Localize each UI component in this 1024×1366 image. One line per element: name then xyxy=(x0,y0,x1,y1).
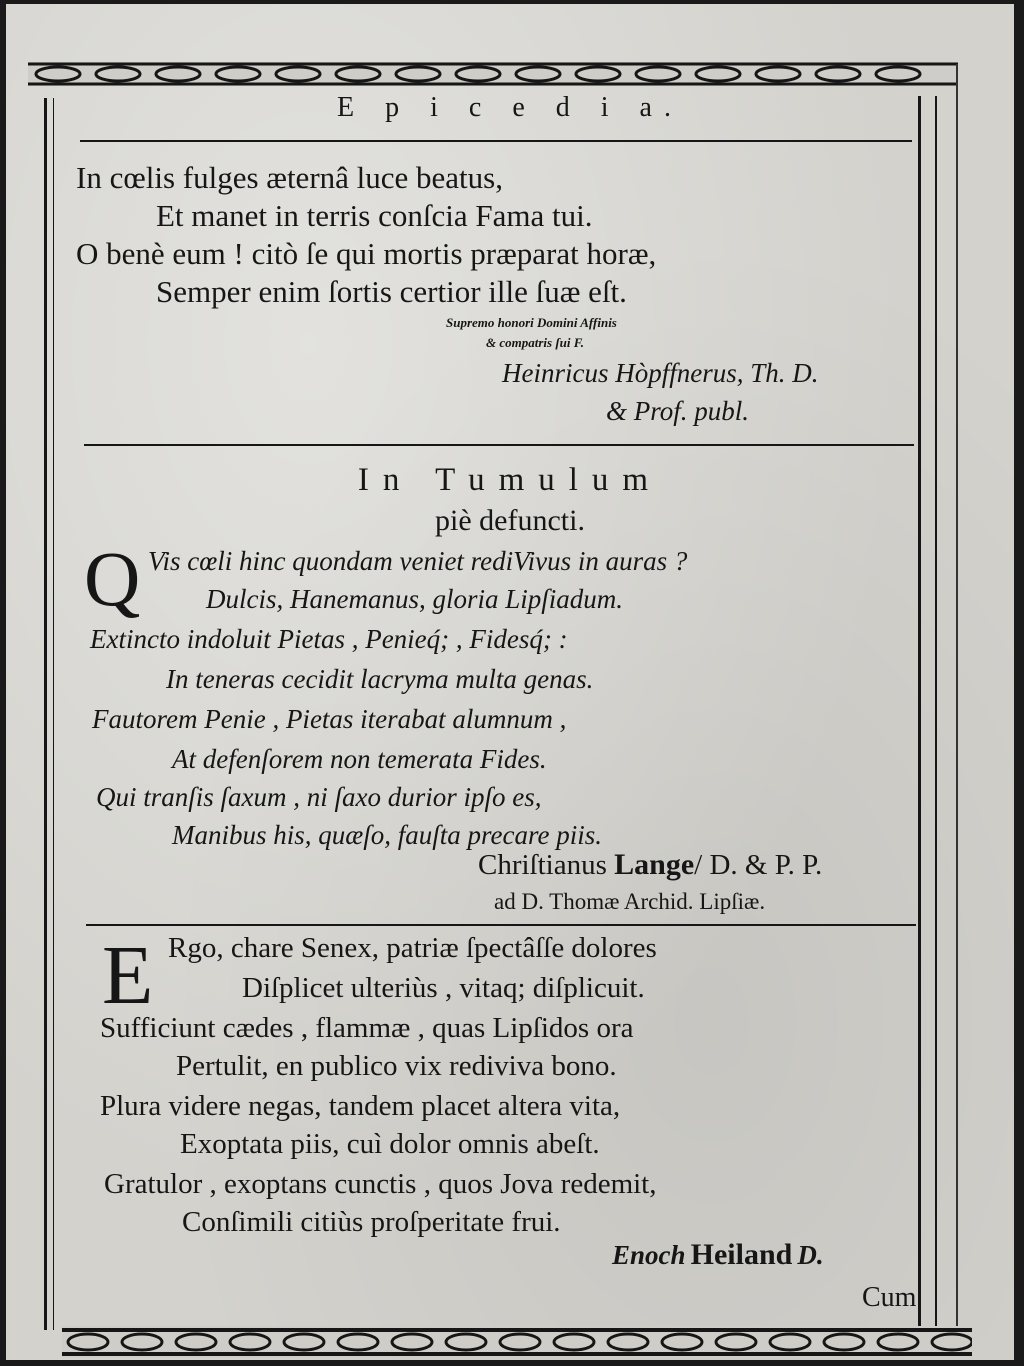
poem2-line-4: In teneras cecidit lacryma multa genas. xyxy=(166,664,594,694)
poem3-author-surname: Heiland xyxy=(690,1238,793,1271)
bottom-ornament-border xyxy=(62,1326,972,1358)
poem2-line-8: Manibus his, quæſo, fauſta precare piis. xyxy=(172,820,602,850)
poem3-author-suffix: D. xyxy=(797,1240,824,1270)
poem2-line-3: Extincto indoluit Pietas , Penieq́; , Fidesq́; : xyxy=(90,624,568,654)
right-frame-rule xyxy=(918,96,937,1336)
poem3-line-1: Rgo, chare Senex, patriæ ſpectâſſe dolores xyxy=(168,932,657,964)
poem3-drop-cap: E xyxy=(102,929,154,1022)
poem3-line-8: Conſimili citiùs proſperitate frui. xyxy=(182,1206,561,1238)
poem2-author: Chriſtianus Lange/ D. & P. P. xyxy=(478,848,823,881)
catchword: Cum xyxy=(862,1282,917,1313)
poem2-drop-cap: Q xyxy=(84,535,141,622)
poem1-dedication-1: Supremo honori Domini Affinis xyxy=(446,315,617,330)
poem3-line-6: Exoptata piis, cuì dolor omnis abeſt. xyxy=(180,1128,600,1160)
poem3-author xyxy=(612,1240,824,1270)
poem2-line-2: Dulcis, Hanemanus, gloria Lipſiadum. xyxy=(206,584,624,614)
poem2-line-6: At defenſorem non temerata Fides. xyxy=(172,744,547,774)
top-ornament-border xyxy=(28,60,958,88)
poem1-line-1: In cœlis fulges æternâ luce beatus, xyxy=(76,160,503,195)
running-header: E p i c e d i a. xyxy=(337,92,683,123)
poem1-line-4: Semper enim ſortis certior ille ſuæ eſt. xyxy=(156,274,627,309)
poem1-line-2: Et manet in terris conſcia Fama tui. xyxy=(156,198,593,233)
poem2-subtitle: piè defuncti. xyxy=(435,504,585,537)
poem1-author-title: & Prof. publ. xyxy=(606,396,750,426)
poem2-line-5: Fautorem Penie , Pietas iterabat alumnum , xyxy=(92,704,567,734)
poem1-line-3: O benè eum ! citò ſe qui mortis præparat horæ, xyxy=(76,236,657,271)
book-page xyxy=(6,4,1014,1360)
poem1-dedication-2: & compatris ſui F. xyxy=(486,335,585,350)
poem3-line-5: Plura videre negas, tandem placet altera vita, xyxy=(100,1090,621,1122)
poem3-line-4: Pertulit, en publico vix rediviva bono. xyxy=(176,1050,617,1082)
poem2-author-given: Chriſtianus xyxy=(478,849,607,881)
poem1-author: Heinricus Hòpffnerus, Th. D. xyxy=(502,358,819,388)
header-rule xyxy=(80,140,912,142)
poem3-line-3: Sufficiunt cædes , flammæ , quas Lipſidos ora xyxy=(100,1012,634,1044)
poem3-line-7: Gratulor , exoptans cunctis , quos Jova redemit, xyxy=(104,1168,657,1200)
poem2-author-title: D. & P. P. xyxy=(709,849,823,881)
left-frame-rule xyxy=(44,98,54,1330)
poem2-line-7: Qui tranſis ſaxum , ni ſaxo durior ipſo es, xyxy=(96,782,542,812)
section-rule-1 xyxy=(84,444,914,446)
poem3-author-given: Enoch xyxy=(612,1240,686,1270)
poem2-title: In Tumulum xyxy=(357,462,663,498)
outer-right-rule xyxy=(956,64,958,1334)
poem2-author-surname: Lange xyxy=(614,848,695,881)
poem2-author-office: ad D. Thomæ Archid. Lipſiæ. xyxy=(494,889,766,914)
poem2-line-1: Vis cœli hinc quondam veniet rediVivus in auras ? xyxy=(148,546,688,576)
section-rule-2 xyxy=(86,924,916,926)
poem3-line-2: Diſplicet ulteriùs , vitaq; diſplicuit. xyxy=(242,972,645,1004)
